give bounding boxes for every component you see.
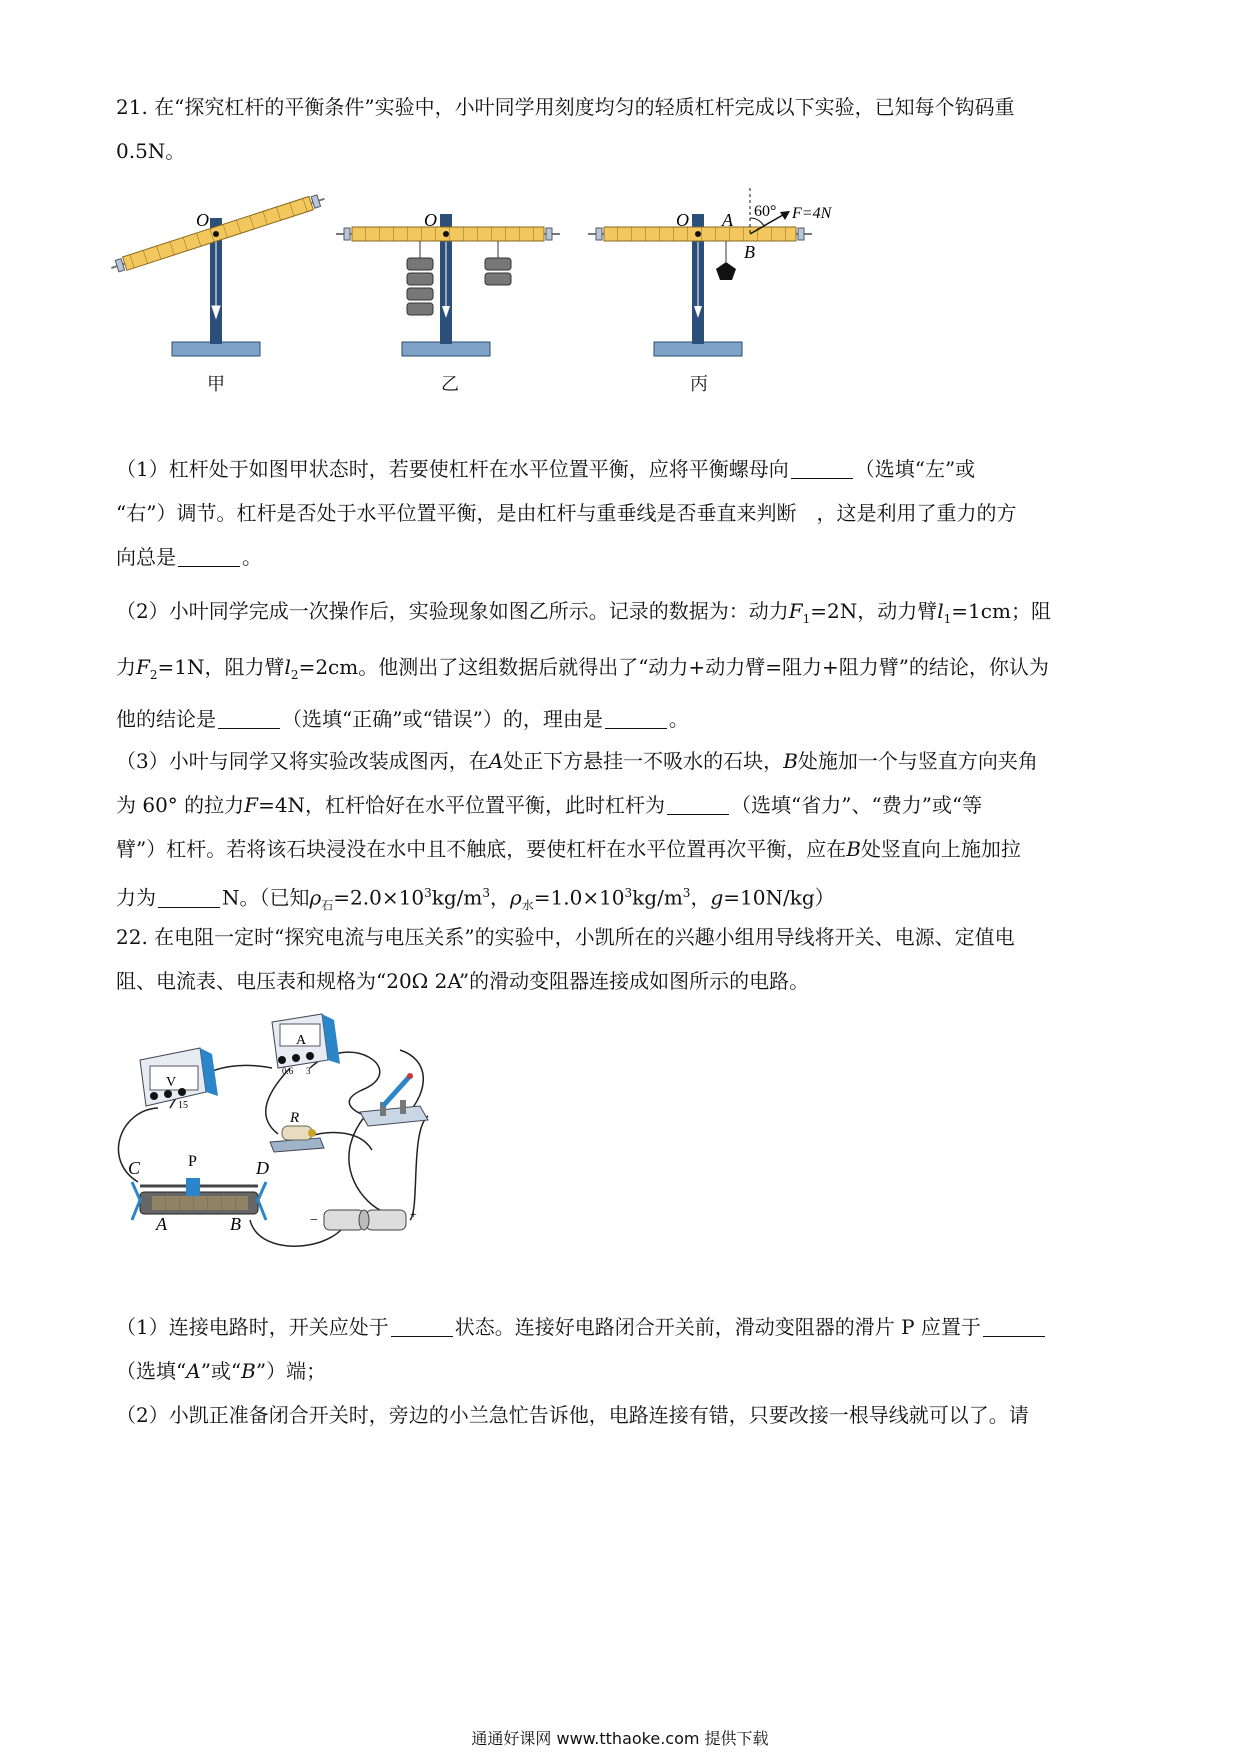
voltmeter-terminal: 15	[178, 1100, 188, 1111]
answer-blank[interactable]	[605, 708, 667, 729]
exponent: 3	[482, 886, 490, 900]
q21-p3-text-b3: （选填“省力”、“费力”或“等	[731, 793, 983, 817]
symbol-f: F	[244, 793, 259, 817]
separator: ，	[489, 885, 510, 910]
symbol-g: g	[710, 885, 724, 910]
lever-bing	[588, 188, 812, 356]
lever-yi	[336, 214, 560, 356]
exponent: 3	[624, 886, 633, 900]
symbol-rho: ρ	[309, 885, 322, 910]
q21-p3-text-a3: 处施加一个与竖直方向夹角	[797, 749, 1038, 773]
q22-p1-text-a: （1）连接电路时，开关应处于	[116, 1315, 389, 1339]
exponent: 3	[682, 886, 691, 900]
q21-p2-text-d: 力	[116, 655, 136, 679]
voltmeter-label: V	[166, 1075, 177, 1090]
q21-stem-line1: 21. 在“探究杠杆的平衡条件”实验中，小叶同学用刻度均匀的轻质杠杆完成以下实验，已知每个钩码重	[116, 95, 1015, 119]
q22-stem-line2: 阻、电流表、电压表和规格为“20Ω 2A”的滑动变阻器连接成如图所示的电路。	[116, 969, 810, 993]
answer-blank[interactable]	[178, 546, 240, 567]
rheostat-label-d: D	[256, 1158, 269, 1178]
q21-p1-text-d: 向总是	[116, 545, 176, 569]
q21-p3-text-d2: N。（已知	[222, 885, 310, 910]
rheostat	[132, 1178, 266, 1220]
rheostat-label-a: A	[156, 1214, 167, 1234]
battery-minus: −	[310, 1213, 318, 1228]
resistor	[270, 1126, 324, 1152]
q21-p3-text-c2: 处竖直向上施加拉	[860, 837, 1021, 861]
angle-label: 60°	[754, 203, 777, 220]
q21-p3-text-b2: =4N，杠杆恰好在水平位置平衡，此时杠杆为	[258, 793, 666, 817]
separator: ，	[690, 885, 711, 910]
symbol-l2: l	[284, 655, 291, 679]
q22-p1-text-c: （选填“	[116, 1359, 187, 1383]
rheostat-label-b: B	[230, 1214, 241, 1234]
symbol-f2: F	[136, 655, 150, 679]
q21-part2-line1	[116, 594, 1136, 636]
ammeter-terminal-a: 0.6	[282, 1066, 294, 1076]
symbol-b: B	[846, 837, 861, 861]
symbol-f1-sub: 1	[802, 612, 811, 626]
q21-p2-text-h: （选填“正确”或“错误”）的，理由是	[282, 707, 603, 731]
q21-part3-line1	[116, 744, 1136, 778]
answer-blank[interactable]	[158, 887, 220, 908]
q22-part2-line1: （2）小凯正准备闭合开关时，旁边的小兰急忙告诉他，电路连接有错，只要改接一根导线就可以了。请	[116, 1403, 1029, 1427]
q21-p2-text-e: =1N，阻力臂	[157, 655, 285, 679]
q21-part1-line3	[116, 540, 1136, 574]
symbol-b: B	[783, 749, 798, 773]
q21-part3-line2	[116, 788, 1136, 822]
answer-blank[interactable]	[791, 458, 853, 479]
page-footer: 通通好课网 www.tthaoke.com 提供下载	[471, 1729, 769, 1748]
q21-p2-text-a: （2）小叶同学完成一次操作后，实验现象如图乙所示。记录的数据为：动力	[116, 599, 789, 623]
q21-p3-text-c1: 臂”）杠杆。若将该石块浸没在水中且不触底，要使杠杆在水平位置再次平衡，应在	[116, 837, 847, 861]
q21-part3-line3	[116, 832, 1136, 866]
symbol-rho: ρ	[509, 885, 522, 910]
bing-point-b-label: B	[744, 242, 755, 262]
symbol-l1: l	[937, 599, 944, 623]
symbol-a: A	[186, 1359, 201, 1383]
symbol-b: B	[241, 1359, 256, 1383]
bing-pivot-label: O	[676, 210, 689, 230]
q21-p1-text-b: （选填“左”或	[854, 457, 976, 481]
q22-stem-line1: 22. 在电阻一定时“探究电流与电压关系”的实验中，小凯所在的兴趣小组用导线将开关、电源、定值电	[116, 925, 1015, 949]
lever-jia	[109, 192, 326, 356]
battery-plus: +	[410, 1207, 417, 1221]
q22-p1-text-b: 状态。连接好电路闭合开关前，滑动变阻器的滑片 P 应置于	[454, 1315, 981, 1339]
q21-p1-text-e: 。	[242, 545, 262, 569]
symbol-f1: F	[788, 599, 803, 623]
q21-p3-text-a2: 处正下方悬挂一不吸水的石块，	[503, 749, 784, 773]
circuit-figure	[110, 1010, 490, 1280]
answer-blank[interactable]	[983, 1316, 1045, 1337]
q21-p2-text-c: =1cm；阻	[951, 599, 1051, 623]
bing-point-a-label: A	[722, 210, 733, 230]
exponent: 3	[424, 886, 432, 900]
q21-p2-text-b: =2N，动力臂	[810, 599, 938, 623]
rheostat-label-p: P	[188, 1153, 197, 1170]
q21-part3-line4	[116, 876, 1136, 923]
yi-pivot-label: O	[424, 210, 437, 230]
symbol-l2-sub: 2	[290, 668, 299, 682]
symbol-rho-sub: 石	[321, 898, 334, 913]
q22-part1-line1	[116, 1310, 1136, 1344]
symbol-l1-sub: 1	[943, 612, 952, 626]
symbol-rho-sub: 水	[521, 898, 534, 913]
q22-p1-text-d: ”或“	[200, 1359, 242, 1383]
q21-part1-line2: “右”）调节。杠杆是否处于水平位置平衡，是由杠杆与重垂线是否垂直来判断 ，这是利用了重力的方	[116, 501, 1017, 525]
force-label: F=4N	[792, 205, 832, 222]
ammeter-label: A	[296, 1033, 307, 1048]
q21-p2-text-f: =2cm。他测出了这组数据后就得出了“动力+动力臂=阻力+阻力臂”的结论，你认为	[298, 655, 1049, 679]
value-text: =2.0×10	[333, 885, 425, 910]
q21-stem-line2: 0.5N。	[116, 139, 186, 163]
caption-bing: 丙	[690, 374, 708, 395]
value-text: =10N/kg）	[723, 885, 835, 910]
caption-jia: 甲	[207, 374, 225, 395]
q21-p1-text-a: （1）杠杆处于如图甲状态时，若要使杠杆在水平位置平衡，应将平衡螺母向	[116, 457, 789, 481]
lever-figure	[100, 180, 960, 410]
voltmeter	[140, 1048, 218, 1106]
symbol-f2-sub: 2	[149, 668, 158, 682]
symbol-a: A	[488, 749, 504, 773]
rheostat-label-c: C	[128, 1158, 141, 1178]
q22-p1-text-e: ”）端；	[255, 1359, 327, 1383]
q21-p3-text-d1: 力为	[116, 885, 156, 910]
q21-p3-text-b1: 为 60° 的拉力	[116, 793, 245, 817]
answer-blank[interactable]	[667, 794, 729, 815]
q21-part2-line3	[116, 702, 1136, 736]
jia-pivot-label: O	[196, 210, 209, 230]
q21-part2-line2	[116, 650, 1136, 692]
resistor-label: R	[290, 1110, 300, 1126]
value-text: =1.0×10	[533, 885, 625, 910]
answer-blank[interactable]	[218, 708, 280, 729]
battery	[324, 1210, 406, 1230]
unit-text: kg/m	[431, 885, 483, 910]
q21-p2-text-i: 。	[668, 707, 689, 731]
q21-p3-text-a1: （3）小叶与同学又将实验改装成图丙，在	[116, 749, 489, 773]
q21-part1-line1	[116, 452, 1136, 486]
q21-p2-text-g: 他的结论是	[116, 707, 216, 731]
q22-part1-line2	[116, 1354, 1136, 1388]
ammeter-terminal-b: 3	[306, 1066, 311, 1076]
unit-text: kg/m	[632, 885, 683, 910]
caption-yi: 乙	[441, 374, 459, 395]
answer-blank[interactable]	[391, 1316, 453, 1337]
